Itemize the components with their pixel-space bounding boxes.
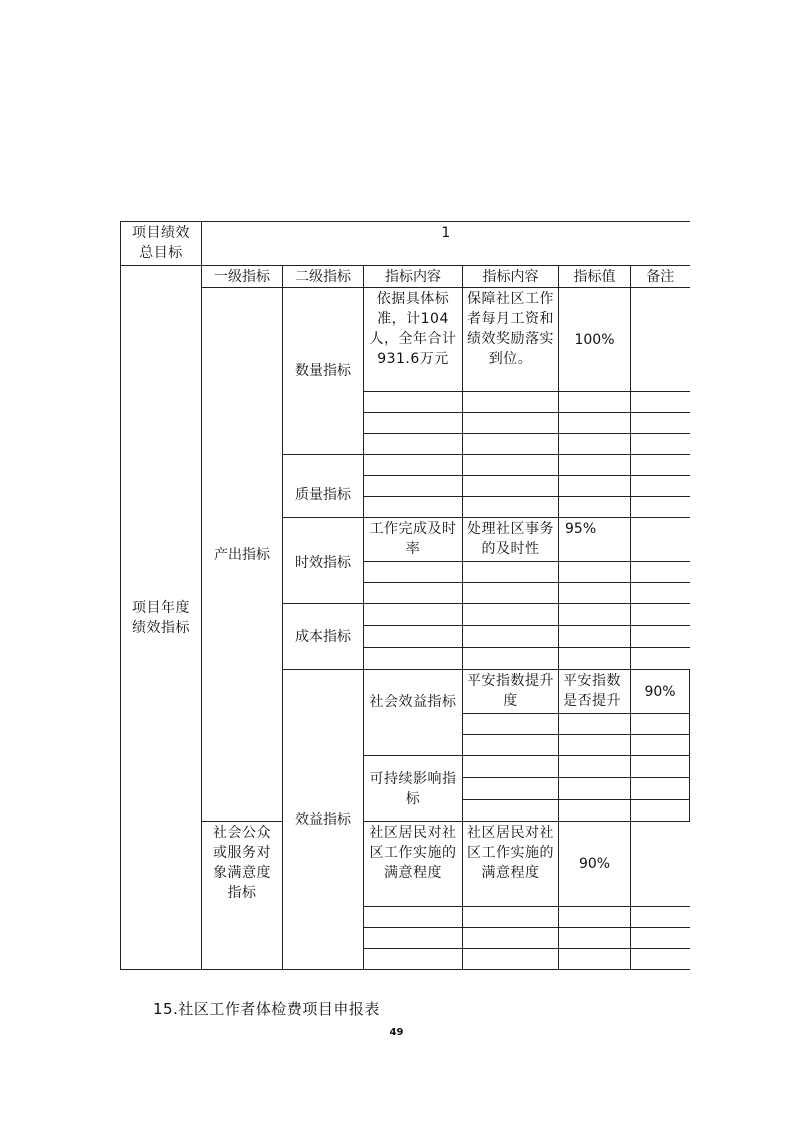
empty-cell [364,434,463,455]
empty-cell [463,907,559,928]
level2-satisfaction: 社会公众或服务对象满意度指标 [202,822,283,970]
empty-cell [559,800,631,822]
level1-benefit: 效益指标 [283,670,364,970]
empty-cell [364,648,463,670]
header-content-2: 指标内容 [463,266,559,288]
level2-timeliness: 时效指标 [283,518,364,604]
empty-cell [559,756,631,778]
empty-cell [559,455,631,476]
quantity-value: 100% [559,288,631,392]
empty-cell [559,648,631,670]
empty-cell [364,392,463,413]
empty-cell [463,949,559,970]
level1-output: 产出指标 [202,288,283,822]
empty-cell [631,583,690,604]
empty-cell [463,497,559,518]
empty-cell [559,604,631,626]
annual-indicator-label: 项目年度绩效指标 [121,266,202,970]
empty-cell [364,562,463,583]
empty-cell [364,497,463,518]
header-remark: 备注 [631,266,690,288]
satisfaction-remark [631,822,690,907]
timeliness-remark [631,518,690,562]
empty-cell [559,497,631,518]
empty-cell [631,778,690,800]
level2-cost: 成本指标 [283,604,364,670]
empty-cell [631,800,690,822]
header-level1: 一级指标 [202,266,283,288]
satisfaction-content-1: 社区居民对社区工作实施的满意程度 [364,822,463,907]
empty-cell [463,604,559,626]
social-content-1: 平安指数提升度 [463,670,559,714]
empty-cell [631,756,690,778]
goal-label-cell: 项目绩效总目标 [121,222,202,266]
empty-cell [364,455,463,476]
empty-cell [463,455,559,476]
empty-cell [463,562,559,583]
empty-cell [631,455,690,476]
empty-cell [463,626,559,648]
section-title: 15.社区工作者体检费项目申报表 [153,1000,380,1018]
empty-cell [631,562,690,583]
empty-cell [559,434,631,455]
empty-cell [463,413,559,434]
header-value: 指标值 [559,266,631,288]
empty-cell [631,497,690,518]
empty-cell [559,562,631,583]
social-content-2: 平安指数是否提升 [559,670,631,714]
empty-cell [559,907,631,928]
empty-cell [463,735,559,756]
empty-cell [631,648,690,670]
empty-cell [631,928,690,949]
empty-cell [463,714,559,735]
empty-cell [463,434,559,455]
level2-quality: 质量指标 [283,455,364,518]
empty-cell [364,907,463,928]
empty-cell [631,626,690,648]
empty-cell [463,583,559,604]
empty-cell [559,626,631,648]
satisfaction-content-2: 社区居民对社区工作实施的满意程度 [463,822,559,907]
empty-cell [631,413,690,434]
empty-cell [463,800,559,822]
satisfaction-value: 90% [559,822,631,907]
social-value: 90% [631,670,690,714]
empty-cell [559,714,631,735]
empty-cell [559,928,631,949]
empty-cell [631,392,690,413]
empty-cell [631,714,690,735]
header-level2: 二级指标 [283,266,364,288]
empty-cell [364,626,463,648]
empty-cell [463,778,559,800]
level2-sustainable: 可持续影响指标 [364,756,463,822]
timeliness-content-1: 工作完成及时率 [364,518,463,562]
empty-cell [364,928,463,949]
empty-cell [364,583,463,604]
empty-cell [559,949,631,970]
empty-cell [364,604,463,626]
empty-cell [364,949,463,970]
empty-cell [631,476,690,497]
header-content-1: 指标内容 [364,266,463,288]
empty-cell [559,476,631,497]
quantity-content-2: 保障社区工作者每月工资和绩效奖励落实到位。 [463,288,559,392]
empty-cell [631,604,690,626]
empty-cell [631,735,690,756]
quantity-remark [631,288,690,392]
empty-cell [463,756,559,778]
level2-social: 社会效益指标 [364,670,463,756]
empty-cell [631,434,690,455]
level2-quantity: 数量指标 [283,288,364,455]
empty-cell [463,928,559,949]
goal-value-cell: 1 [202,222,690,266]
empty-cell [631,949,690,970]
timeliness-content-2: 处理社区事务的及时性 [463,518,559,562]
empty-cell [559,413,631,434]
empty-cell [364,413,463,434]
empty-cell [463,392,559,413]
empty-cell [364,476,463,497]
page-number: 49 [389,1027,404,1038]
empty-cell [559,583,631,604]
empty-cell [559,392,631,413]
empty-cell [463,476,559,497]
timeliness-value: 95% [559,518,631,562]
empty-cell [463,648,559,670]
empty-cell [559,735,631,756]
quantity-content-1: 依据具体标准，计104人，全年合计931.6万元 [364,288,463,392]
performance-table [120,221,690,970]
empty-cell [631,907,690,928]
empty-cell [559,778,631,800]
